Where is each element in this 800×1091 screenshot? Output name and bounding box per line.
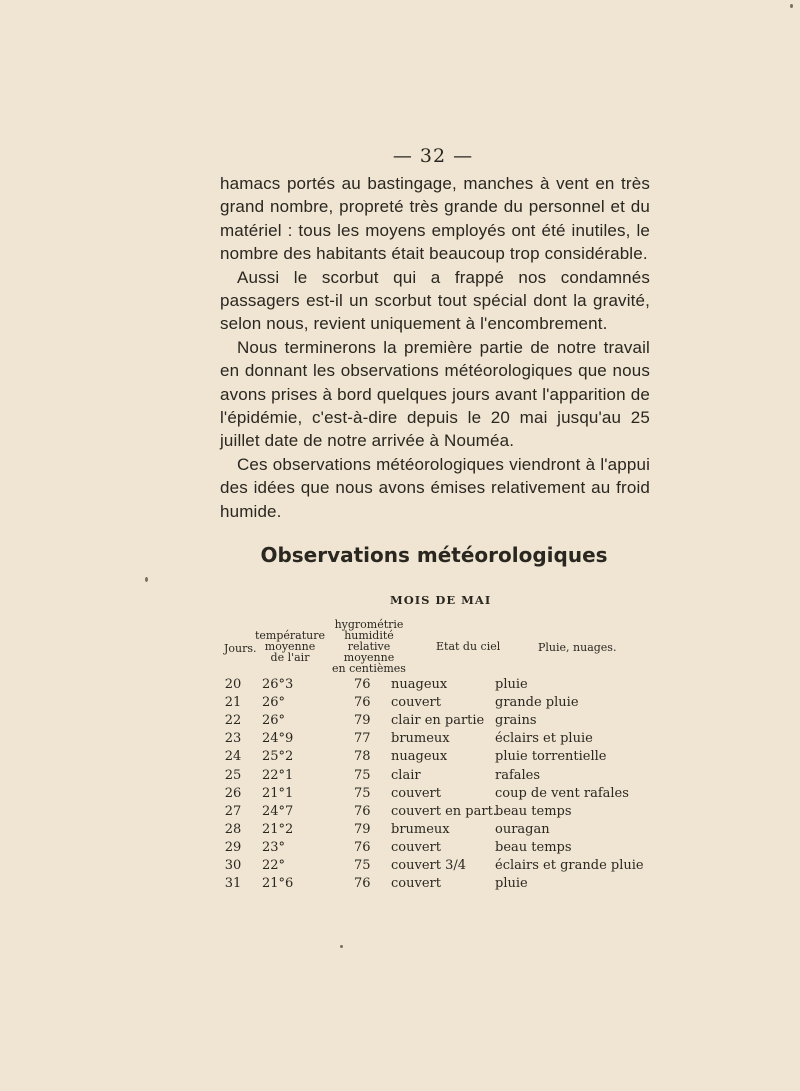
- day-cell: 24: [224, 749, 242, 765]
- table-row: [0, 804, 800, 822]
- table-row: [0, 731, 800, 749]
- rain-cell: grande pluie: [495, 695, 579, 711]
- rain-cell: pluie: [495, 876, 528, 892]
- humidity-cell: 75: [354, 858, 371, 873]
- sky-cell: brumeux: [391, 731, 450, 747]
- day-cell: 22: [224, 713, 242, 729]
- rain-cell: grains: [495, 713, 537, 729]
- temperature-cell: 22°: [262, 858, 286, 873]
- day-cell: 28: [224, 821, 242, 837]
- paragraph: Ces observations météorologiques viendront à l'appui des idées que nous avons émises relativement au froid humide.: [220, 454, 650, 521]
- humidity-cell: 79: [354, 713, 371, 729]
- table-row: [0, 749, 800, 767]
- humidity-cell: 78: [354, 749, 371, 765]
- paper-speck: [790, 4, 793, 8]
- temperature-cell: 24°9: [262, 731, 294, 747]
- temperature-cell: 22°1: [262, 767, 294, 783]
- col-header-rain: Pluie, nuages.: [538, 641, 617, 654]
- sky-cell: nuageux: [391, 749, 448, 765]
- day-cell: 25: [224, 767, 242, 783]
- day-cell: 20: [224, 677, 242, 692]
- table-row: [0, 858, 800, 876]
- month-title: MOIS DE MAI: [390, 593, 492, 607]
- table-row: [0, 768, 800, 786]
- sky-cell: couvert: [391, 839, 441, 855]
- rain-cell: pluie: [495, 677, 528, 692]
- table-row: [0, 713, 800, 731]
- sky-cell: couvert: [391, 695, 441, 711]
- table-row: [0, 695, 800, 713]
- body-text: [220, 172, 650, 523]
- table-row: [0, 786, 800, 804]
- rain-cell: pluie torrentielle: [495, 749, 607, 765]
- temperature-cell: 25°2: [262, 749, 294, 765]
- day-cell: 31: [224, 876, 242, 892]
- rain-cell: coup de vent rafales: [495, 785, 629, 801]
- sky-cell: brumeux: [391, 821, 450, 837]
- sky-cell: clair: [391, 767, 421, 783]
- temperature-cell: 21°1: [262, 785, 294, 801]
- sky-cell: clair en partie: [391, 713, 485, 729]
- col-header-day: Jours.: [224, 642, 257, 655]
- temperature-cell: 26°: [262, 695, 286, 711]
- paper-speck: [340, 945, 343, 948]
- paragraph: Nous terminerons la première partie de notre travail en donnant les observations météorologiques que nous avons prises à bord quelques jours avant l'apparition de l'épidémie, c'est-à-dire depuis le 20 mai jusqu'au 25 juillet date de notre arrivée à Nouméa.: [220, 337, 650, 451]
- humidity-cell: 76: [354, 876, 371, 892]
- col-header-sky: Etat du ciel: [436, 640, 501, 653]
- sky-cell: nuageux: [391, 677, 448, 692]
- day-cell: 26: [224, 785, 242, 801]
- section-title: Observations météorologiques: [260, 543, 608, 567]
- col-header-hygrometry: hygrométrie humidité relative moyenne en centièmes: [332, 618, 406, 675]
- humidity-cell: 76: [354, 803, 371, 819]
- paragraph: hamacs portés au bastingage, manches à vent en très grand nombre, propreté très grande du personnel et du matériel : tous les moyens employés ont été inutiles, le nombre des habitants était beaucoup trop considérable.: [220, 174, 650, 264]
- temperature-cell: 26°: [262, 713, 286, 729]
- temperature-cell: 26°3: [262, 677, 294, 692]
- table-row: [0, 876, 800, 894]
- sky-cell: couvert: [391, 785, 441, 801]
- col-header-temperature: température moyenne de l'air: [255, 629, 326, 664]
- table-row: [0, 677, 800, 695]
- humidity-cell: 75: [354, 767, 371, 783]
- temperature-cell: 24°7: [262, 803, 294, 819]
- paper-speck: [145, 577, 148, 582]
- rain-cell: éclairs et grande pluie: [495, 858, 644, 873]
- temperature-cell: 21°6: [262, 876, 294, 892]
- day-cell: 29: [224, 839, 242, 855]
- sky-cell: couvert: [391, 876, 441, 892]
- table-row: [0, 840, 800, 858]
- day-cell: 23: [224, 731, 242, 747]
- humidity-cell: 76: [354, 839, 371, 855]
- humidity-cell: 75: [354, 785, 371, 801]
- rain-cell: beau temps: [495, 839, 572, 855]
- table-row: [0, 822, 800, 840]
- humidity-cell: 79: [354, 821, 371, 837]
- rain-cell: éclairs et pluie: [495, 731, 593, 747]
- day-cell: 27: [224, 803, 242, 819]
- humidity-cell: 76: [354, 677, 371, 692]
- humidity-cell: 76: [354, 695, 371, 711]
- rain-cell: beau temps: [495, 803, 572, 819]
- paragraph: Aussi le scorbut qui a frappé nos condamnés passagers est-il un scorbut tout spécial dont la gravité, selon nous, revient uniquement à l'encombrement.: [220, 267, 650, 334]
- sky-cell: couvert 3/4: [391, 858, 467, 873]
- day-cell: 21: [224, 695, 242, 711]
- page-number: — 32 —: [392, 145, 474, 167]
- day-cell: 30: [224, 858, 242, 873]
- rain-cell: rafales: [495, 767, 541, 783]
- rain-cell: ouragan: [495, 821, 550, 837]
- sky-cell: couvert en part.: [391, 803, 497, 819]
- humidity-cell: 77: [354, 731, 371, 747]
- temperature-cell: 23°: [262, 839, 286, 855]
- temperature-cell: 21°2: [262, 821, 294, 837]
